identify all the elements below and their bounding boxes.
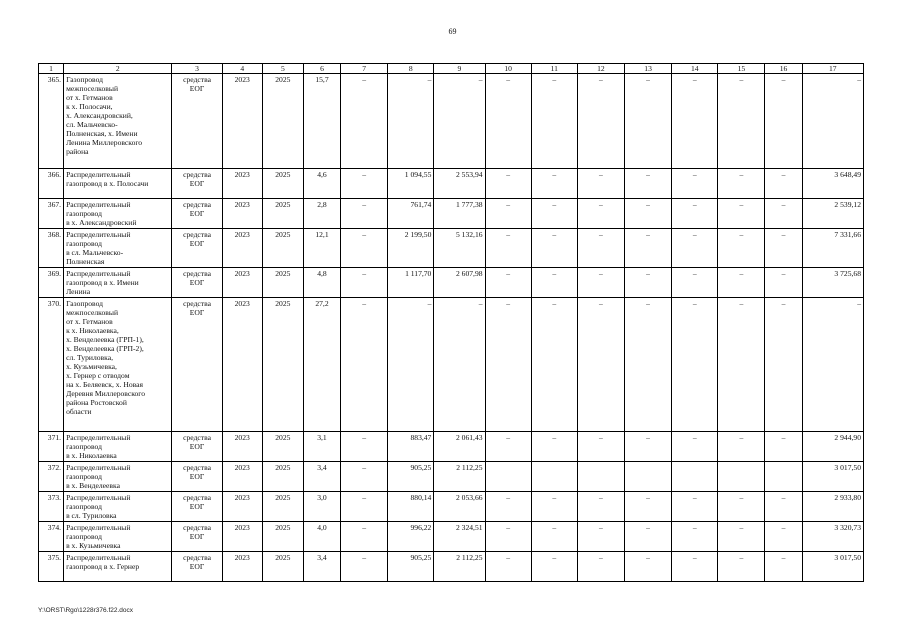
table-cell [765, 462, 802, 492]
table-cell: – [531, 199, 577, 229]
table-cell: – [718, 522, 765, 552]
amount-cell: – [802, 298, 863, 432]
table-row [39, 522, 864, 552]
table-cell: 4,0 [303, 522, 340, 552]
row-number-cell: 370. [39, 298, 64, 432]
table-cell: – [625, 169, 672, 199]
table-cell: – [625, 229, 672, 268]
table-cell: – [765, 199, 802, 229]
table-cell: – [765, 552, 802, 582]
row-number-cell: 372. [39, 462, 64, 492]
column-number-cell: 17 [802, 64, 863, 74]
object-name-cell: Распределительный газопровод в х. Венделеевка [64, 462, 172, 492]
column-number-cell: 7 [341, 64, 388, 74]
table-cell: – [531, 432, 577, 462]
column-number-cell: 13 [625, 64, 672, 74]
table-cell: – [485, 432, 531, 462]
funding-source-cell: средства ЕОГ [172, 432, 222, 462]
table-cell: – [625, 432, 672, 462]
amount-cell: 2 944,90 [802, 432, 863, 462]
file-path-footer: Y:\ORST\Rgo\1228r376.f22.docx [38, 607, 134, 614]
table-cell: 2023 [222, 298, 262, 432]
table-row [39, 298, 864, 432]
object-name-cell: Распределительный газопровод в х. Имени Ленина [64, 268, 172, 298]
column-number-cell: 16 [765, 64, 802, 74]
table-cell: 2,8 [303, 199, 340, 229]
row-number-cell: 371. [39, 432, 64, 462]
object-name-cell: Распределительный газопровод в х. Николаевка [64, 432, 172, 462]
table-cell: – [672, 552, 718, 582]
row-number-cell: 369. [39, 268, 64, 298]
table-cell: – [718, 552, 765, 582]
table-cell: – [341, 74, 388, 169]
table-cell: 2023 [222, 199, 262, 229]
table-cell: 2023 [222, 169, 262, 199]
table-cell: – [485, 492, 531, 522]
table-cell: – [577, 552, 624, 582]
table-row [39, 432, 864, 462]
table-cell [577, 462, 624, 492]
table-cell: 15,7 [303, 74, 340, 169]
table-cell: – [672, 492, 718, 522]
object-name-cell: Газопровод межпоселковый от х. Гетманов к х. Полосачи, х. Александровский, сл. Мальчевско- Полненская, х. Имени Ленина Миллеровского района [64, 74, 172, 169]
table-row [39, 199, 864, 229]
amount-cell: 3 017,50 [802, 552, 863, 582]
table-cell: – [765, 432, 802, 462]
table-cell: 2025 [262, 169, 303, 199]
table-cell: – [341, 492, 388, 522]
amount-cell: 2 553,94 [434, 169, 485, 199]
column-number-cell: 2 [64, 64, 172, 74]
table-cell: – [577, 492, 624, 522]
table-cell: – [718, 492, 765, 522]
table-cell: – [672, 522, 718, 552]
table-cell: – [765, 298, 802, 432]
amount-cell: 2 199,50 [388, 229, 434, 268]
table-cell: – [485, 169, 531, 199]
investment-table [38, 63, 864, 582]
amount-cell: 2 539,12 [802, 199, 863, 229]
table-cell: – [625, 298, 672, 432]
amount-cell: 2 607,98 [434, 268, 485, 298]
table-cell: 2023 [222, 552, 262, 582]
table-cell: – [531, 492, 577, 522]
table-cell: 2023 [222, 229, 262, 268]
column-number-cell: 12 [577, 64, 624, 74]
table-cell: – [625, 552, 672, 582]
table-cell: – [672, 169, 718, 199]
row-number-cell: 375. [39, 552, 64, 582]
row-number-cell: 374. [39, 522, 64, 552]
table-cell [672, 462, 718, 492]
table-cell: 3,1 [303, 432, 340, 462]
table-cell: – [672, 268, 718, 298]
table-cell: 2023 [222, 522, 262, 552]
amount-cell: – [802, 74, 863, 169]
table-cell: 2025 [262, 432, 303, 462]
column-number-cell: 6 [303, 64, 340, 74]
amount-cell: 3 320,73 [802, 522, 863, 552]
table-cell: – [485, 74, 531, 169]
table-row [39, 552, 864, 582]
table-cell: 2025 [262, 229, 303, 268]
object-name-cell: Распределительный газопровод в х. Полосачи [64, 169, 172, 199]
table-cell: – [765, 229, 802, 268]
table-cell: – [531, 522, 577, 552]
table-cell: – [577, 298, 624, 432]
table-cell: – [718, 229, 765, 268]
table-row [39, 492, 864, 522]
table-cell: – [341, 298, 388, 432]
table-cell [531, 462, 577, 492]
table-cell: – [718, 199, 765, 229]
table-row [39, 462, 864, 492]
table-cell: – [341, 268, 388, 298]
amount-cell: 996,22 [388, 522, 434, 552]
table-cell: 2025 [262, 522, 303, 552]
funding-source-cell: средства ЕОГ [172, 199, 222, 229]
table-cell [485, 462, 531, 492]
row-number-cell: 367. [39, 199, 64, 229]
funding-source-cell: средства ЕОГ [172, 169, 222, 199]
amount-cell: – [434, 298, 485, 432]
table-cell: – [577, 229, 624, 268]
amount-cell: 3 648,49 [802, 169, 863, 199]
table-cell: – [577, 169, 624, 199]
column-number-cell: 14 [672, 64, 718, 74]
table-cell: – [765, 522, 802, 552]
table-cell: – [531, 169, 577, 199]
table-cell [625, 462, 672, 492]
amount-cell: 3 725,68 [802, 268, 863, 298]
table-cell: 2025 [262, 492, 303, 522]
object-name-cell: Газопровод межпоселковый от х. Гетманов к х. Николаевка, х. Венделеевка (ГРП-1), х. Венделеевка (ГРП-2), сл. Туриловка, х. Кузьмичевка, х. Гернер с отводом на х. Беляевск, х. Новая Деревня Миллеровского района Ростовской области [64, 298, 172, 432]
amount-cell: 2 053,66 [434, 492, 485, 522]
table-cell: 2025 [262, 552, 303, 582]
amount-cell: 905,25 [388, 462, 434, 492]
amount-cell: 761,74 [388, 199, 434, 229]
table-cell: 3,4 [303, 552, 340, 582]
table-cell: – [577, 522, 624, 552]
table-cell: 4,6 [303, 169, 340, 199]
amount-cell: – [388, 298, 434, 432]
table-cell: 2025 [262, 268, 303, 298]
table-cell: – [531, 229, 577, 268]
table-cell: 2023 [222, 462, 262, 492]
page-number: 69 [448, 27, 457, 36]
column-number-cell: 3 [172, 64, 222, 74]
column-number-cell: 11 [531, 64, 577, 74]
table-cell: – [485, 199, 531, 229]
amount-cell: 3 017,50 [802, 462, 863, 492]
table-cell: – [765, 492, 802, 522]
table-cell: – [625, 268, 672, 298]
amount-cell: 880,14 [388, 492, 434, 522]
table-cell: 2023 [222, 268, 262, 298]
funding-source-cell: средства ЕОГ [172, 229, 222, 268]
table-cell: – [341, 229, 388, 268]
object-name-cell: Распределительный газопровод в х. Кузьмичевка [64, 522, 172, 552]
table-cell: 3,0 [303, 492, 340, 522]
table-cell: – [577, 432, 624, 462]
object-name-cell: Распределительный газопровод в сл. Туриловка [64, 492, 172, 522]
table-cell: – [485, 552, 531, 582]
column-number-cell: 10 [485, 64, 531, 74]
object-name-cell: Распределительный газопровод в х. Гернер [64, 552, 172, 582]
amount-cell: 2 112,25 [434, 462, 485, 492]
table-row [39, 169, 864, 199]
table-row [39, 229, 864, 268]
table-cell: – [765, 268, 802, 298]
table-cell: – [625, 199, 672, 229]
table-cell: 12,1 [303, 229, 340, 268]
amount-cell: 7 331,66 [802, 229, 863, 268]
table-cell: – [672, 298, 718, 432]
table-cell: – [765, 74, 802, 169]
table-cell: 4,8 [303, 268, 340, 298]
amount-cell: 5 132,16 [434, 229, 485, 268]
table-cell: – [718, 74, 765, 169]
amount-cell: 883,47 [388, 432, 434, 462]
table-cell: 2023 [222, 74, 262, 169]
amount-cell: 2 324,51 [434, 522, 485, 552]
amount-cell: 1 777,38 [434, 199, 485, 229]
table-cell: – [485, 268, 531, 298]
amount-cell: 905,25 [388, 552, 434, 582]
table-cell: – [531, 552, 577, 582]
table-cell: – [485, 229, 531, 268]
amount-cell: 2 061,43 [434, 432, 485, 462]
table-cell: 2025 [262, 298, 303, 432]
table-cell: – [341, 462, 388, 492]
table-cell: – [577, 199, 624, 229]
row-number-cell: 373. [39, 492, 64, 522]
table-cell: – [341, 522, 388, 552]
amount-cell: – [388, 74, 434, 169]
amount-cell: – [434, 74, 485, 169]
table-cell: – [341, 169, 388, 199]
table-cell: 27,2 [303, 298, 340, 432]
column-number-cell: 5 [262, 64, 303, 74]
table-cell: – [531, 298, 577, 432]
table-cell: – [531, 268, 577, 298]
funding-source-cell: средства ЕОГ [172, 298, 222, 432]
table-cell: – [625, 522, 672, 552]
column-number-cell: 4 [222, 64, 262, 74]
funding-source-cell: средства ЕОГ [172, 492, 222, 522]
table-cell: 3,4 [303, 462, 340, 492]
column-number-cell: 9 [434, 64, 485, 74]
row-number-cell: 366. [39, 169, 64, 199]
table-cell: – [485, 298, 531, 432]
amount-cell: 1 094,55 [388, 169, 434, 199]
table-cell: – [672, 432, 718, 462]
table-cell: – [765, 169, 802, 199]
amount-cell: 2 112,25 [434, 552, 485, 582]
table-cell: – [577, 74, 624, 169]
table-cell: 2023 [222, 432, 262, 462]
table-cell: – [718, 169, 765, 199]
table-cell: – [718, 432, 765, 462]
funding-source-cell: средства ЕОГ [172, 74, 222, 169]
table-cell [718, 462, 765, 492]
table-cell: – [672, 229, 718, 268]
object-name-cell: Распределительный газопровод в х. Александровский [64, 199, 172, 229]
object-name-cell: Распределительный газопровод в сл. Мальчевско- Полненская [64, 229, 172, 268]
table-cell: 2025 [262, 74, 303, 169]
table-cell: – [625, 74, 672, 169]
column-number-cell: 1 [39, 64, 64, 74]
table-row [39, 74, 864, 169]
table-cell: – [577, 268, 624, 298]
table-row [39, 268, 864, 298]
table-cell: – [672, 74, 718, 169]
table-cell: 2023 [222, 492, 262, 522]
row-number-cell: 368. [39, 229, 64, 268]
amount-cell: 2 933,80 [802, 492, 863, 522]
table-cell: – [531, 74, 577, 169]
funding-source-cell: средства ЕОГ [172, 522, 222, 552]
funding-source-cell: средства ЕОГ [172, 552, 222, 582]
table-cell: – [341, 552, 388, 582]
table-cell: – [341, 199, 388, 229]
table-cell: – [718, 268, 765, 298]
table-cell: – [485, 522, 531, 552]
table-cell: – [341, 432, 388, 462]
table-cell: 2025 [262, 462, 303, 492]
amount-cell: 1 117,70 [388, 268, 434, 298]
table-cell: – [672, 199, 718, 229]
row-number-cell: 365. [39, 74, 64, 169]
table-cell: – [718, 298, 765, 432]
column-number-row [39, 64, 864, 74]
table-cell: – [625, 492, 672, 522]
table-cell: 2025 [262, 199, 303, 229]
funding-source-cell: средства ЕОГ [172, 268, 222, 298]
column-number-cell: 15 [718, 64, 765, 74]
funding-source-cell: средства ЕОГ [172, 462, 222, 492]
column-number-cell: 8 [388, 64, 434, 74]
